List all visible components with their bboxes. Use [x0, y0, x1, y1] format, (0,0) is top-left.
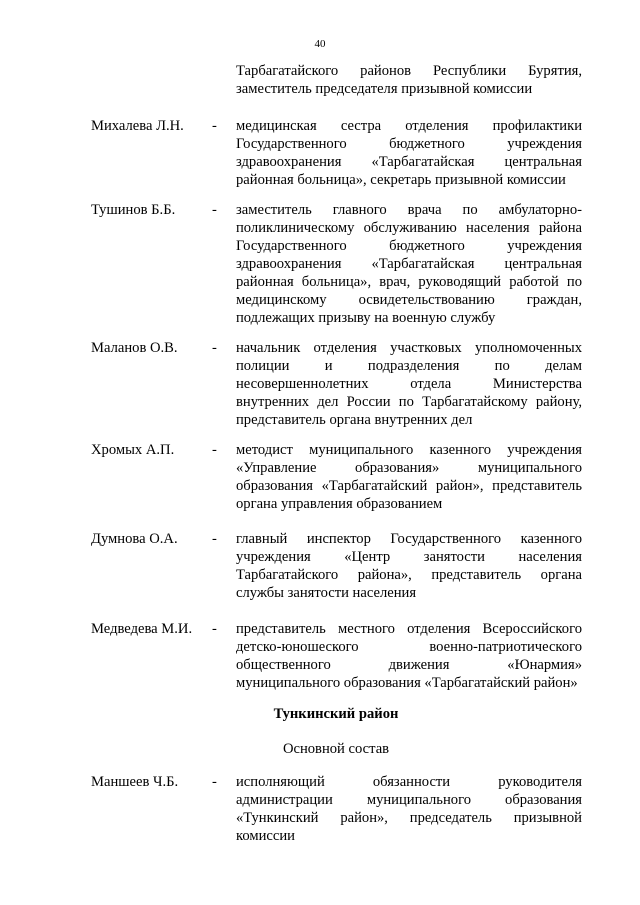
- member-role-description: [236, 441, 582, 513]
- member-name: Тушинов Б.Б.: [91, 202, 176, 218]
- member-role-description: [236, 201, 582, 327]
- member-name: Маланов О.В.: [91, 340, 178, 356]
- description-line: муниципального образования «Тарбагатайский район»: [236, 675, 578, 691]
- description-line: образования «Тарбагатайский район», представитель: [236, 478, 582, 494]
- description-line: здравоохранения «Тарбагатайская центральная: [236, 256, 582, 272]
- description-line: поликлиническому обслуживанию населения района: [236, 220, 582, 236]
- description-line: «Управление образования» муниципального: [236, 460, 582, 476]
- description-line: районная больница», врач, руководящий работой по: [236, 274, 582, 290]
- description-line: заместитель председателя призывной комиссии: [236, 81, 533, 97]
- member-name: Думнова О.А.: [91, 531, 178, 547]
- member-name: Хромых А.П.: [91, 442, 175, 458]
- member-dash: -: [212, 202, 217, 218]
- description-line: здравоохранения «Тарбагатайская центральная: [236, 154, 582, 170]
- member-dash: -: [212, 340, 217, 356]
- description-line: комиссии: [236, 828, 295, 844]
- section-subtitle: Основной состав: [282, 741, 390, 757]
- description-line: исполняющий обязанности руководителя: [236, 774, 582, 790]
- description-line: несовершеннолетних отдела Министерства: [236, 376, 582, 392]
- member-name: Медведева М.И.: [91, 621, 193, 637]
- page-number: 40: [314, 38, 326, 50]
- description-line: службы занятости населения: [236, 585, 417, 601]
- member-name: Михалева Л.Н.: [91, 118, 184, 134]
- description-line: заместитель главного врача по амбулаторно-: [236, 202, 582, 218]
- member-role-description: [236, 530, 582, 602]
- member-role-description: [236, 62, 582, 98]
- member-dash: -: [212, 621, 217, 637]
- description-line: представитель органа внутренних дел: [236, 412, 473, 428]
- description-line: начальник отделения участковых уполномоченных: [236, 340, 582, 356]
- description-line: районная больница», секретарь призывной комиссии: [236, 172, 566, 188]
- member-dash: -: [212, 531, 217, 547]
- member-role-description: [236, 339, 582, 429]
- description-line: администрации муниципального образования: [236, 792, 582, 808]
- description-line: главный инспектор Государственного казенного: [236, 531, 582, 547]
- description-line: представитель местного отделения Всероссийского: [236, 621, 582, 637]
- description-line: детско-юношеского военно-патриотического: [236, 639, 582, 655]
- description-line: органа управления образованием: [236, 496, 443, 512]
- member-dash: -: [212, 442, 217, 458]
- member-role-description: [236, 117, 582, 189]
- member-dash: -: [212, 118, 217, 134]
- description-line: подлежащих призыву на военную службу: [236, 310, 496, 326]
- description-line: общественного движения «Юнармия»: [236, 657, 582, 673]
- description-line: Государственного бюджетного учреждения: [236, 238, 582, 254]
- description-line: Тарбагатайского района», представитель органа: [236, 567, 582, 583]
- description-line: Государственного бюджетного учреждения: [236, 136, 582, 152]
- member-name: Маншеев Ч.Б.: [91, 774, 179, 790]
- member-role-description: [236, 773, 582, 845]
- description-line: учреждения «Центр занятости населения: [236, 549, 582, 565]
- description-line: методист муниципального казенного учреждения: [236, 442, 582, 458]
- member-role-description: [236, 620, 582, 692]
- description-line: внутренних дел России по Тарбагатайскому району,: [236, 394, 582, 410]
- description-line: медицинскому освидетельствованию граждан,: [236, 292, 582, 308]
- description-line: полиции и подразделения по делам: [236, 358, 582, 374]
- description-line: медицинская сестра отделения профилактики: [236, 118, 582, 134]
- description-line: Тарбагатайского районов Республики Бурятия,: [236, 63, 582, 79]
- description-line: «Тункинский район», председатель призывной: [236, 810, 582, 826]
- member-dash: -: [212, 774, 217, 790]
- section-title: Тункинский район: [273, 706, 399, 722]
